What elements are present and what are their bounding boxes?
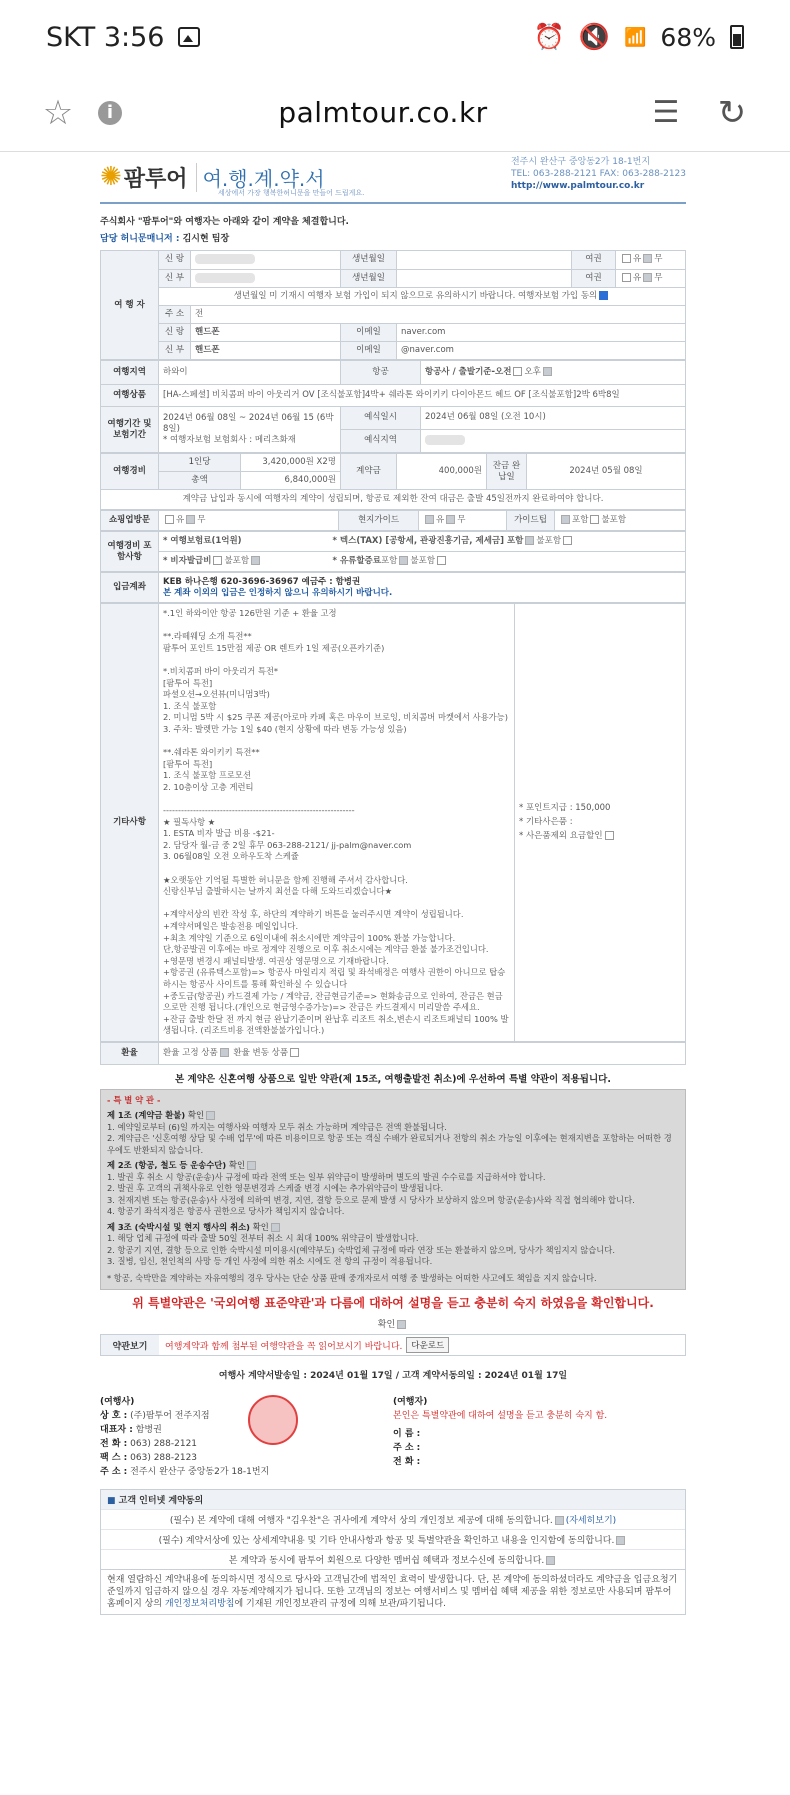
gift-except-row[interactable]: [519, 829, 681, 843]
exchange-fixed-label: 환율 고정 상품: [163, 1047, 218, 1058]
guide-yes-checkbox[interactable]: [425, 515, 434, 524]
bride-phone-cell[interactable]: [191, 342, 341, 360]
contract-document: [100, 152, 686, 1615]
gift-except-checkbox[interactable]: [605, 831, 614, 840]
wedding-date-label: 예식일시: [341, 407, 421, 430]
article-3-checkbox[interactable]: [271, 1223, 280, 1232]
tip-exclude-checkbox[interactable]: [590, 515, 599, 524]
shopping-yes-checkbox[interactable]: [165, 515, 174, 524]
special-notice: 본 계약은 신혼여행 상품으로 일반 약관(제 15조, 여행출발전 취소)에 우선하여 특별 약관이 적용됩니다.: [175, 1073, 611, 1085]
other-gift: * 기타사은품 :: [519, 817, 573, 828]
privacy-policy-link[interactable]: 개인정보처리방침: [164, 1599, 235, 1610]
deposit-value: 400,000원: [397, 454, 487, 490]
special-terms-box: [100, 1089, 686, 1291]
battery-level: 68%: [660, 22, 716, 52]
article-1-label: 제 1조 (계약금 환불): [107, 1110, 186, 1121]
exchange-opts[interactable]: [159, 1042, 686, 1064]
mute-icon: 🔇: [578, 22, 610, 51]
guide-opts[interactable]: [419, 511, 507, 531]
product-label: 여행상품: [101, 385, 159, 407]
guide-label: 현지가이드: [339, 511, 419, 531]
groom-name[interactable]: [191, 251, 341, 270]
bride-email[interactable]: @naver.com: [397, 342, 686, 360]
email-label: 이메일: [341, 342, 397, 360]
include-label: 포함: [572, 515, 589, 525]
manager-line: [100, 231, 686, 244]
tax-include-checkbox[interactable]: [525, 536, 534, 545]
email-label: 이메일: [341, 324, 397, 342]
yes-label: 유: [436, 515, 445, 525]
special-footer: * 항공, 숙박만을 계약하는 자유여행의 경우 당사는 단순 상품 판매 중개자로서 여행 중 발생하는 어떠한 사고에도 책임을 지지 않습니다.: [107, 1272, 597, 1283]
exchange-table: [100, 1042, 686, 1065]
total-label: 총액: [159, 472, 241, 490]
tip-opts[interactable]: [555, 511, 686, 531]
status-bar: [0, 0, 790, 74]
payment-cell: [159, 573, 686, 603]
confirm-row[interactable]: [100, 1317, 686, 1330]
article-3-item: 3. 질병, 임신, 천인척의 사망 등 개인 사정에 의한 취소 시에도 전 항의 규정이 적용됩니다.: [107, 1256, 433, 1267]
manager-label: 담당 허니문매니저 :: [100, 234, 180, 244]
wedding-date-value: 2024년 06월 08일 (오전 10시): [421, 407, 686, 430]
special-confirm-statement: 위 특별약관은 '국외여행 표준약관'과 다름에 대하여 설명을 듣고 충분히 숙지 하였음을 확인합니다.: [132, 1296, 654, 1311]
agency-addr: 전주시 완산구 중앙동2가 18-1번지: [130, 1467, 270, 1478]
no-label: 무: [654, 254, 663, 265]
exchange-fixed-checkbox[interactable]: [220, 1048, 229, 1057]
exclude-label: 불포함: [601, 515, 627, 525]
footer-end-text: 에 기재된 개인정보관리 규정에 의해 보관/파기됩니다.: [234, 1599, 446, 1610]
tax-exclude-checkbox[interactable]: [563, 536, 572, 545]
alarm-icon: ⏰: [533, 22, 565, 51]
airline-pm-label: 오후: [524, 367, 541, 377]
confirm-label: 확인: [188, 1110, 205, 1121]
details-link[interactable]: (자세히보기): [565, 1516, 617, 1527]
tax-item-label: * 텍스(TAX) [공항세, 관광진흥기금, 제세금] 포함: [332, 536, 524, 546]
visa-item[interactable]: [159, 552, 329, 572]
options-table: [100, 510, 686, 531]
agree-line-3-text: 본 계약과 동시에 팜투어 회원으로 다양한 멤버쉽 혜택과 정보수신에 동의합니다.: [228, 1556, 545, 1567]
exclude-label: 불포함: [536, 536, 562, 546]
insurer-value: * 여행자보험 보험회사 : 메리츠화재: [163, 435, 296, 445]
article-1-item: 1. 예약일로부터 (6)일 까지는 여행사와 여행자 모두 취소 가능하며 계약금은 전액 환불됩니다.: [107, 1121, 447, 1132]
exchange-variable-checkbox[interactable]: [290, 1048, 299, 1057]
agree-line-3[interactable]: [101, 1549, 685, 1569]
fuel-item[interactable]: [329, 552, 686, 572]
agree-line-2[interactable]: [101, 1529, 685, 1549]
include-label: 포함: [380, 556, 398, 566]
visa-item-label: * 비자발급비: [163, 556, 212, 566]
fuel-include-checkbox[interactable]: [399, 556, 408, 565]
battery-icon: [730, 25, 744, 49]
phone-label: 핸드폰: [195, 345, 220, 355]
company-website[interactable]: http://www.palmtour.co.kr: [510, 181, 645, 191]
airline-options[interactable]: [421, 361, 686, 385]
product-value: [HA-스페셜] 비치콤퍼 바이 아웃리거 OV [조식불포함]4박+ 쉐라톤 와이키키 다이아몬드 헤드 OF [조식불포함]2박 6박8일: [159, 385, 686, 407]
traveler-name-label: 이 름 :: [393, 1429, 421, 1440]
etc-side-cell: [515, 604, 686, 1042]
no-label: 무: [457, 515, 466, 525]
airline-pm-checkbox[interactable]: [513, 367, 522, 376]
insurance-item: [159, 532, 329, 552]
shopping-no-checkbox[interactable]: [186, 515, 195, 524]
period-value: 2024년 06월 08일 ~ 2024년 06월 15 (6박 8일): [163, 413, 334, 434]
balance-label: 잔금 완납일: [487, 454, 527, 490]
exclude-label: 불포함: [410, 556, 436, 566]
contract-header: [100, 152, 686, 204]
insurance-agree-checkbox[interactable]: [599, 291, 608, 300]
airline-text: 항공사 / 출발기준-오전: [425, 367, 512, 377]
cost-label: 여행경비: [101, 454, 159, 490]
internet-agreement: [100, 1489, 686, 1615]
gift-except-label: * 사은품제외 요금할인: [519, 831, 603, 842]
company-contact: [511, 156, 686, 192]
article-2-label: 제 2조 (항공, 철도 등 운송수단): [107, 1160, 227, 1171]
guide-no-checkbox[interactable]: [446, 515, 455, 524]
insurance-item-label: * 여행보험료(1억원): [163, 536, 242, 546]
tabs-menu-icon[interactable]: ☰: [652, 95, 680, 130]
brand-name: 팜투어: [123, 166, 188, 192]
bride-name[interactable]: [191, 269, 341, 288]
passport-yes-checkbox[interactable]: [622, 254, 631, 263]
image-notification-icon: [178, 27, 200, 47]
etc-text: *.1인 하와이안 항공 126만원 기준 + 환율 고정 **.라떼웨딩 소개 특전** 팜투어 포인트 15만점 제공 OR 렌트카 1일 제공(오픈카기준) *.비치콤퍼 바이 아웃리거 특전* [팜투어 특전] 파셜오션→오션뷰(미니멈3박) 1. 조식 불포함 2. 미니멈 5박 시 $25 쿠폰 제공(아로마 카페 혹은 마우이 브로잉, 비치콤버 마켓에서 사용가능) 3. 주차: 발렛만 가능 1일 $40 (현지 상황에 따라 변동 가능성 있음) **.쉐라톤 와이키키 특전** [팜투어 특전] 1. 조식 불포함 프로모션 2. 10층이상 고층 게런티 ---------------------------------------------------------------- ★ 필독사항 ★ 1. ESTA 비자 발급 비용 -$21- 2. 담당자 월-금 중 2일 휴무 063-288-2121/ jj-palm@naver.com 3. 06월08일 오전 오하우도착 스케쥴 ★오랫동안 기억될 특별한 허니문을 함께 진행해 주셔서 감사합니다. 신랑신부님 출발하시는 날까지 최선을 다해 도와드리겠습니다★ +계약서상의 빈칸 작성 후, 하단의 계약하기 버튼을 눌러주시면 계약이 성립됩니다. +계약서메일은 발송전용 메일입니다. +최초 계약일 기준으로 6일이내에 취소시에만 계약금이 100% 환불 가능합니다. 단,항공발권 이후에는 바로 정계약 진행으로 이후 취소시에는 계약금 환불 불가조건입니다. +영문명 변경시 패널티발생. 여권상 영문명으로 기재바랍니다. +항공권 (유류텍스포함)=> 항공사 마일리지 적립 및 좌석배정은 여행사 권한이 아니므로 탑승하시는 항공사 사이트를 통해 확인하실 수 있습니다 +중도금(항공권) 카드결제 가능 / 계약금, 잔금현금기준=> 현화송금으로 인하여, 잔금은 현금으로만 진행 됩니다.(개인으로 현금영수증가능)=> 잔금은 카드결제시 미리말씀 주세요. +잔금 출발 한달 전 까지 현금 완납기준이며 완납후 리조트 취소,변손시 리조트패널티 100% 발생됩니다. (리조트비용 전액환불불가입니다.): [163, 608, 509, 1036]
shopping-opts[interactable]: [159, 511, 339, 531]
agency-title: (여행사): [100, 1397, 135, 1408]
tip-include-checkbox[interactable]: [561, 515, 570, 524]
tax-item[interactable]: [329, 532, 686, 552]
company-phone: TEL: 063-288-2121 FAX: 063-288-2123: [510, 169, 686, 179]
account-info: KEB 하나은행 620-3696-36967 예금주 : 함병권: [163, 576, 361, 587]
brand-tagline: 세상에서 가장 행복한허니문을 만들어 드립게요.: [218, 189, 365, 197]
traveler-table: [100, 250, 686, 360]
article-2-checkbox[interactable]: [247, 1161, 256, 1170]
article-2-item: 3. 천재지변 또는 항공(운송)사 사정에 의하여 변경, 지연, 결항 등으로 문제 발생 시 당사가 보상하지 않으며 항공(운송)사와 직접 협의해야 합니다.: [107, 1194, 635, 1205]
wifi-icon: 📶: [624, 26, 647, 48]
groom-birth-label: 생년월일: [341, 251, 397, 270]
cost-table: [100, 453, 686, 510]
airline-label: 항공: [341, 361, 421, 385]
passport-no-checkbox[interactable]: [643, 273, 652, 282]
no-label: 무: [654, 272, 663, 283]
signature-section: [100, 1395, 686, 1479]
confirm-label: 확인: [252, 1221, 269, 1232]
phone-label: 핸드폰: [195, 327, 220, 337]
address-value[interactable]: 전: [191, 306, 686, 324]
exclude-label: 불포함: [224, 556, 250, 566]
points-value: * 포인트지급 : 150,000: [519, 803, 611, 814]
exchange-label: 환율: [101, 1042, 159, 1064]
article-2-title: [107, 1160, 679, 1172]
article-3-item: 1. 해당 업체 규정에 따라 출발 50일 전부터 취소 시 최대 100% 위약금이 발생합니다.: [107, 1233, 419, 1244]
included-label: 여행경비 포함사항: [101, 532, 159, 572]
traveler-tel-label: 전 화 :: [393, 1457, 421, 1468]
agency-name: (주)팜투어 전주지점: [130, 1411, 210, 1422]
payment-label: 입금계좌: [101, 573, 159, 603]
carrier-time: SKT 3:56: [46, 21, 165, 53]
etc-text-cell: [159, 604, 515, 1042]
traveler-addr-label: 주 소 :: [393, 1443, 421, 1454]
passport-no-checkbox[interactable]: [643, 254, 652, 263]
address-label: 주 소: [159, 306, 191, 324]
bride-birth-label: 생년월일: [341, 269, 397, 288]
star-icon[interactable]: ☆: [42, 92, 74, 133]
agree-line-1[interactable]: [101, 1509, 685, 1529]
agree-1-checkbox[interactable]: [555, 1516, 564, 1525]
yes-label: 유: [176, 515, 185, 525]
groom-label: 신 랑: [159, 251, 191, 270]
internet-footer: [101, 1569, 685, 1614]
confirm-label: 확인: [377, 1320, 396, 1331]
agency-name-label: 상 호 :: [100, 1411, 128, 1422]
per-person-label: 1인당: [159, 454, 241, 472]
yes-label: 유: [633, 254, 642, 265]
bride-passport-opts[interactable]: [616, 269, 686, 288]
agree-2-checkbox[interactable]: [616, 1536, 625, 1545]
reload-icon[interactable]: ↻: [717, 92, 747, 133]
wedding-place-label: 예식지역: [341, 429, 421, 452]
etc-table: [100, 603, 686, 1042]
company-address: 전주시 완산구 중앙동2가 18-1번지: [510, 157, 651, 167]
balance-date: 2024년 05월 08일: [527, 454, 686, 490]
article-2-item: 1. 발권 후 취소 시 항공(운송)사 규정에 따라 전액 또는 일부 위약금이 발생하며 별도의 발권 수수료를 지급하셔야 합니다.: [107, 1171, 546, 1182]
manager-name: 김시현 팀장: [182, 234, 230, 244]
article-3-title: [107, 1222, 679, 1234]
special-terms-title: - 특 별 약 관 -: [107, 1094, 161, 1105]
exchange-variable-label: 환율 변동 상품: [233, 1047, 289, 1058]
bride-label: 신 부: [159, 269, 191, 288]
agency-tel-label: 전 화 :: [100, 1439, 128, 1450]
trip-table: [100, 360, 686, 453]
square-bullet-icon: ■: [107, 1496, 116, 1507]
agency-addr-label: 주 소 :: [100, 1467, 128, 1478]
region-value: 하와이: [159, 361, 341, 385]
payment-warning: 본 계좌 이외의 입금은 인정하지 않으니 유의하시기 바랍니다.: [163, 587, 393, 598]
palm-logo-icon: ✺: [100, 162, 122, 192]
yes-label: 유: [633, 272, 642, 283]
confirm-checkbox[interactable]: [397, 1320, 406, 1329]
groom-passport-label: 여권: [572, 251, 616, 270]
bride-birth[interactable]: [397, 269, 572, 288]
article-1-checkbox[interactable]: [206, 1111, 215, 1120]
shopping-label: 쇼핑업방문: [101, 511, 159, 531]
deposit-label: 계약금: [341, 454, 397, 490]
agency-ceo-label: 대표자 :: [100, 1425, 133, 1436]
insurance-notice-cell: [159, 288, 686, 306]
fuel-exclude-checkbox[interactable]: [437, 556, 446, 565]
insurance-notice: 생년월일 미 기재시 여행자 보험 가입이 되지 않으므로 유의하시기 바랍니다. 여행자보험 가입 동의: [233, 291, 598, 301]
tip-label: 가이드팁: [507, 511, 555, 531]
cost-notice: 계약금 납입과 동시에 여행자의 계약이 성립되며, 항공료 제외한 잔여 대금은 출발 45일전까지 완료하여야 합니다.: [101, 490, 686, 510]
agency-tel: 063) 288-2121: [130, 1439, 198, 1450]
no-label: 무: [197, 515, 206, 525]
traveler-sign-title: (여행자): [393, 1397, 428, 1408]
region-label: 여행지역: [101, 361, 159, 385]
browser-url-bar: [0, 74, 790, 152]
article-3-label: 제 3조 (숙박시설 및 현지 행사의 취소): [107, 1221, 250, 1232]
payment-table: [100, 572, 686, 603]
agree-line-2-text: (필수) 계약서상에 있는 상세계약내용 및 기타 안내사항과 항공 및 특별약관을 확인하고 내용을 인지함에 동의합니다.: [158, 1536, 615, 1547]
wedding-place-value: [421, 429, 686, 452]
internet-title-row: [101, 1490, 685, 1509]
airline-am-checkbox[interactable]: [543, 367, 552, 376]
groom-birth[interactable]: [397, 251, 572, 270]
visa-include-checkbox[interactable]: [213, 556, 222, 565]
confirm-label: 확인: [229, 1160, 246, 1171]
bride-label: 신 부: [159, 342, 191, 360]
footer-text: 현재 열람하신 계약내용에 동의하시면 정식으로 당사와 고객님간에 법적인 효력이 발생합니다. 단, 본 계약에 동의하셨더라도 계약금을 입금요청기준일까지 입금하지 않으실 경우 자동계약해지가 됩니다. 또한 고객님의 정보는 여행서비스 및 멤버쉽 혜택 제공을 위한 정보로만 사용되며 팜투어홈페이지 상의: [107, 1575, 678, 1610]
bride-passport-label: 여권: [572, 269, 616, 288]
visa-exclude-checkbox[interactable]: [251, 556, 260, 565]
terms-label: 약관보기: [101, 1335, 159, 1355]
agency-fax-label: 팩 스 :: [100, 1453, 128, 1464]
internet-title: 고객 인터넷 계약동의: [118, 1496, 204, 1507]
groom-label: 신 랑: [159, 324, 191, 342]
contract-title: 여.행.계.약.서: [196, 163, 325, 192]
contract-dates: 여행사 계약서발송일 : 2024년 01월 17일 / 고객 계약서동의일 : 2024년 01월 17일: [218, 1371, 568, 1382]
etc-label: 기타사항: [101, 604, 159, 1042]
traveler-sign-block: [393, 1395, 686, 1479]
period-label: 여행기간 및 보험기간: [101, 407, 159, 453]
traveler-statement: 본인은 특별약관에 대하여 설명을 듣고 충분히 숙지 함.: [393, 1411, 608, 1422]
agree-line-1-text: (필수) 본 계약에 대해 여행자 "김우찬"은 귀사에게 계약서 상의 개인정보 제공에 대해 동의합니다.: [169, 1516, 553, 1527]
download-button[interactable]: 다운로드: [406, 1337, 449, 1353]
passport-yes-checkbox[interactable]: [622, 273, 631, 282]
included-table: [100, 531, 686, 572]
article-1-title: [107, 1110, 679, 1122]
traveler-label: 여 행 자: [101, 251, 159, 360]
terms-text: 여행계약과 함께 첨부된 여행약관을 꼭 읽어보시기 바랍니다.: [165, 1341, 403, 1352]
agency-ceo: 함병권: [135, 1425, 162, 1436]
article-2-item: 2. 발권 후 고객의 귀책사유로 인한 영문변경과 스케줄 변경 시에는 추가위약금이 발생됩니다.: [107, 1183, 444, 1194]
info-icon[interactable]: i: [98, 101, 122, 125]
url-text[interactable]: palmtour.co.kr: [278, 96, 488, 129]
fuel-item-label: * 유류할증료: [332, 556, 381, 566]
agree-3-checkbox[interactable]: [546, 1556, 555, 1565]
article-1-item: 2. 계약금은 '신혼여행 상담 및 수배 업무'에 따른 비용이므로 항공 또는 객실 수배가 완료되거나 전항의 취소 가능일 이후에는 현재지변을 포함하는 어떠한 경우에도 반환되지 않습니다.: [107, 1133, 672, 1155]
agency-fax: 063) 288-2123: [130, 1453, 198, 1464]
terms-row: [100, 1334, 686, 1356]
per-person-value: 3,420,000원 X2명: [241, 454, 341, 472]
groom-passport-opts[interactable]: [616, 251, 686, 270]
total-value: 6,840,000원: [241, 472, 341, 490]
groom-email[interactable]: naver.com: [397, 324, 686, 342]
agency-block: [100, 1395, 393, 1479]
article-3-item: 2. 항공기 지연, 결항 등으로 인한 숙박시설 미이용시(예약부도) 숙박업체 규정에 따라 연장 또는 환불하지 않으며, 당사가 책임지지 않습니다.: [107, 1244, 615, 1255]
groom-phone-cell[interactable]: [191, 324, 341, 342]
intro-text: 주식회사 "팜투어"와 여행자는 아래와 같이 계약을 체결합니다.: [100, 217, 349, 227]
period-cell: [159, 407, 341, 453]
article-2-item: 4. 항공기 좌석지정은 항공사 권한으로 당사가 책임지지 않습니다.: [107, 1206, 345, 1217]
